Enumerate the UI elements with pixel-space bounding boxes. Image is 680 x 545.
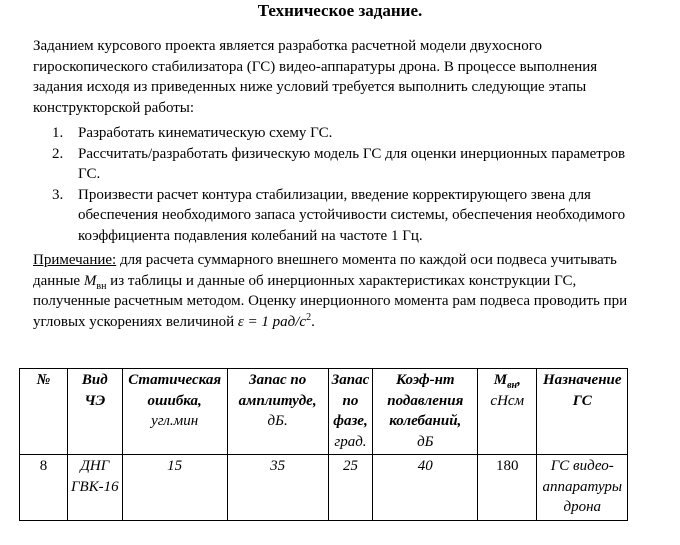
epsilon-value: ε = 1 рад/с [237,313,307,330]
cell-purpose: ГС видео-аппаратуры дрона [537,455,628,521]
note-text-1: для расчета суммарного внешнего момента по каждой оси подвеса учитывать данные [33,252,617,289]
spec-table [19,368,628,521]
table-row [20,455,628,521]
list-item-number: 2. [52,145,64,162]
header-number: № [20,369,68,455]
header-sensor-type: Вид ЧЭ [68,369,123,455]
cell-gain-margin: 35 [227,455,328,521]
epsilon-superscript: 2 [306,311,312,323]
cell-static-error: 15 [122,455,227,521]
page-title: Техническое задание. [257,1,423,20]
header-purpose: Назначение ГС [537,369,628,455]
intro-paragraph: Заданием курсового проекта является разработка расчетной модели двухосного гироскопического стабилизатора (ГС) видео-аппаратуры дрона. В процессе выполнения задания исходя из приведенных ниже условий требуется выполнить следующие этапы конструкторской работы: [33,38,598,116]
note-end: . [311,313,315,330]
list-item-text: Произвести расчет контура стабилизации, введение корректирующего звена для обеспечения необходимого запаса устойчивости системы, обеспечения необходимого коэффициента подавления колебаний на частоте 1 Гц. [78,186,626,244]
note-label: Примечание: [33,252,117,268]
list-item-number: 3. [52,186,64,203]
note-paragraph [33,250,648,332]
cell-suppression-coef: 40 [373,455,478,521]
cell-external-moment: 180 [478,455,537,521]
moment-subscript: вн [96,280,107,292]
list-item [33,185,633,247]
work-steps-list [33,123,633,246]
list-item-text: Разработать кинематическую схему ГС. [78,125,333,141]
cell-phase-margin: 25 [328,455,373,521]
list-item-text: Рассчитать/разработать физическую модель ГС для оценки инерционных параметров ГС. [78,145,626,182]
list-item [33,123,633,144]
list-item-number: 1. [52,125,64,141]
moment-symbol: M [83,272,97,289]
header-static-error: Статическая ошибка, угл.мин [122,369,227,455]
list-item [33,144,633,185]
cell-sensor-type: ДНГ ГВК-16 [68,455,123,521]
note-text-2: из таблицы и данные об инерционных характеристиках конструкции ГС, полученные расчетным методом. Оценку инерционного момента рам подвеса проводить при угловых ускорениях величиной [33,272,628,330]
cell-number: 8 [20,455,68,521]
header-suppression-coef: Коэф-нт подавления колебаний, дБ [373,369,478,455]
header-external-moment: $M_{вн}$, сНсм [478,369,537,455]
header-gain-margin: Запас по амплитуде, дБ. [227,369,328,455]
header-phase-margin: Запас по фазе, град. [328,369,373,455]
table-header-row [20,369,628,455]
